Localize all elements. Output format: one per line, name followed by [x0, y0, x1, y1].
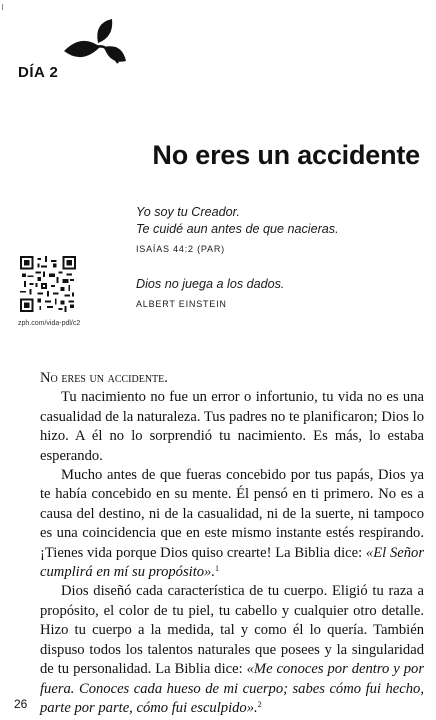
epigraph-source: ALBERT EINSTEIN [136, 299, 227, 309]
scan-mark [2, 4, 3, 10]
paragraph: No eres un accidente. [40, 370, 168, 386]
epigraph-quote [136, 204, 339, 238]
footnote-ref: 2 [257, 699, 262, 709]
paragraph: Dios diseñó cada característica de tu cuerpo. Eligió tu raza a propósito, el color de tu piel, tu cabello y cualquier otro detalle. Hizo tu cuerpo a la medida, tal y como él lo quería. También dispuso todos los talentos naturales que posees y la singularidad de tu personalidad. La Biblia dice: «Me conoces por dentro y por fuera. Conoces cada hueso de mi cuerpo; sabes cómo fui hecho, parte por parte, cómo fui esculpido».$^2$ [40, 583, 424, 716]
qr-code-icon[interactable] [20, 256, 76, 312]
chapter-title: No eres un accidente [152, 140, 420, 170]
page-number: 26 [14, 697, 28, 711]
paragraph: Mucho antes de que fueras concebido por tus papás, Dios ya te había concebido en su mente. Él pensó en ti primero. No es a causa del destino, ni de la casualidad, ni de la suerte, ni tampoco es una coincidencia que en este mismo instante estés respirando. ¡Tienes vida porque Dios quiso crearte! La Biblia dice: «El Señor cumplirá en mí su propósito».$^1$ [40, 467, 424, 581]
footnote-ref: 1 [215, 564, 219, 574]
epigraph-line: Te cuidé aun antes de que nacieras. [136, 222, 339, 236]
body-text [40, 369, 424, 718]
epigraph-source: ISAÍAS 44:2 (PAR) [136, 244, 225, 254]
leaf-icon [58, 17, 130, 73]
day-label: DÍA 2 [18, 64, 59, 81]
paragraph: Tu nacimiento no fue un error o infortunio, tu vida no es una casualidad de la naturaleza. Tus padres no te planificaron; Dios lo hizo. A él no lo sorprendió tu nacimiento. Es más, lo estaba esperando. [40, 389, 424, 464]
lead-in: No eres un accidente [40, 370, 165, 386]
scripture-quote: «El Señor cumplirá en mí su propósito». [40, 544, 424, 581]
epigraph-quote: Dios no juega a los dados. [136, 277, 285, 291]
scripture-quote: «Me conoces por dentro y por fuera. Conoces cada hueso de mi cuerpo; sabes cómo fui hecho, parte por parte, cómo fui esculpido». [40, 661, 424, 716]
epigraph-line: Yo soy tu Creador. [136, 205, 240, 219]
qr-url[interactable]: zph.com/vida-pdl/c2 [18, 320, 81, 327]
